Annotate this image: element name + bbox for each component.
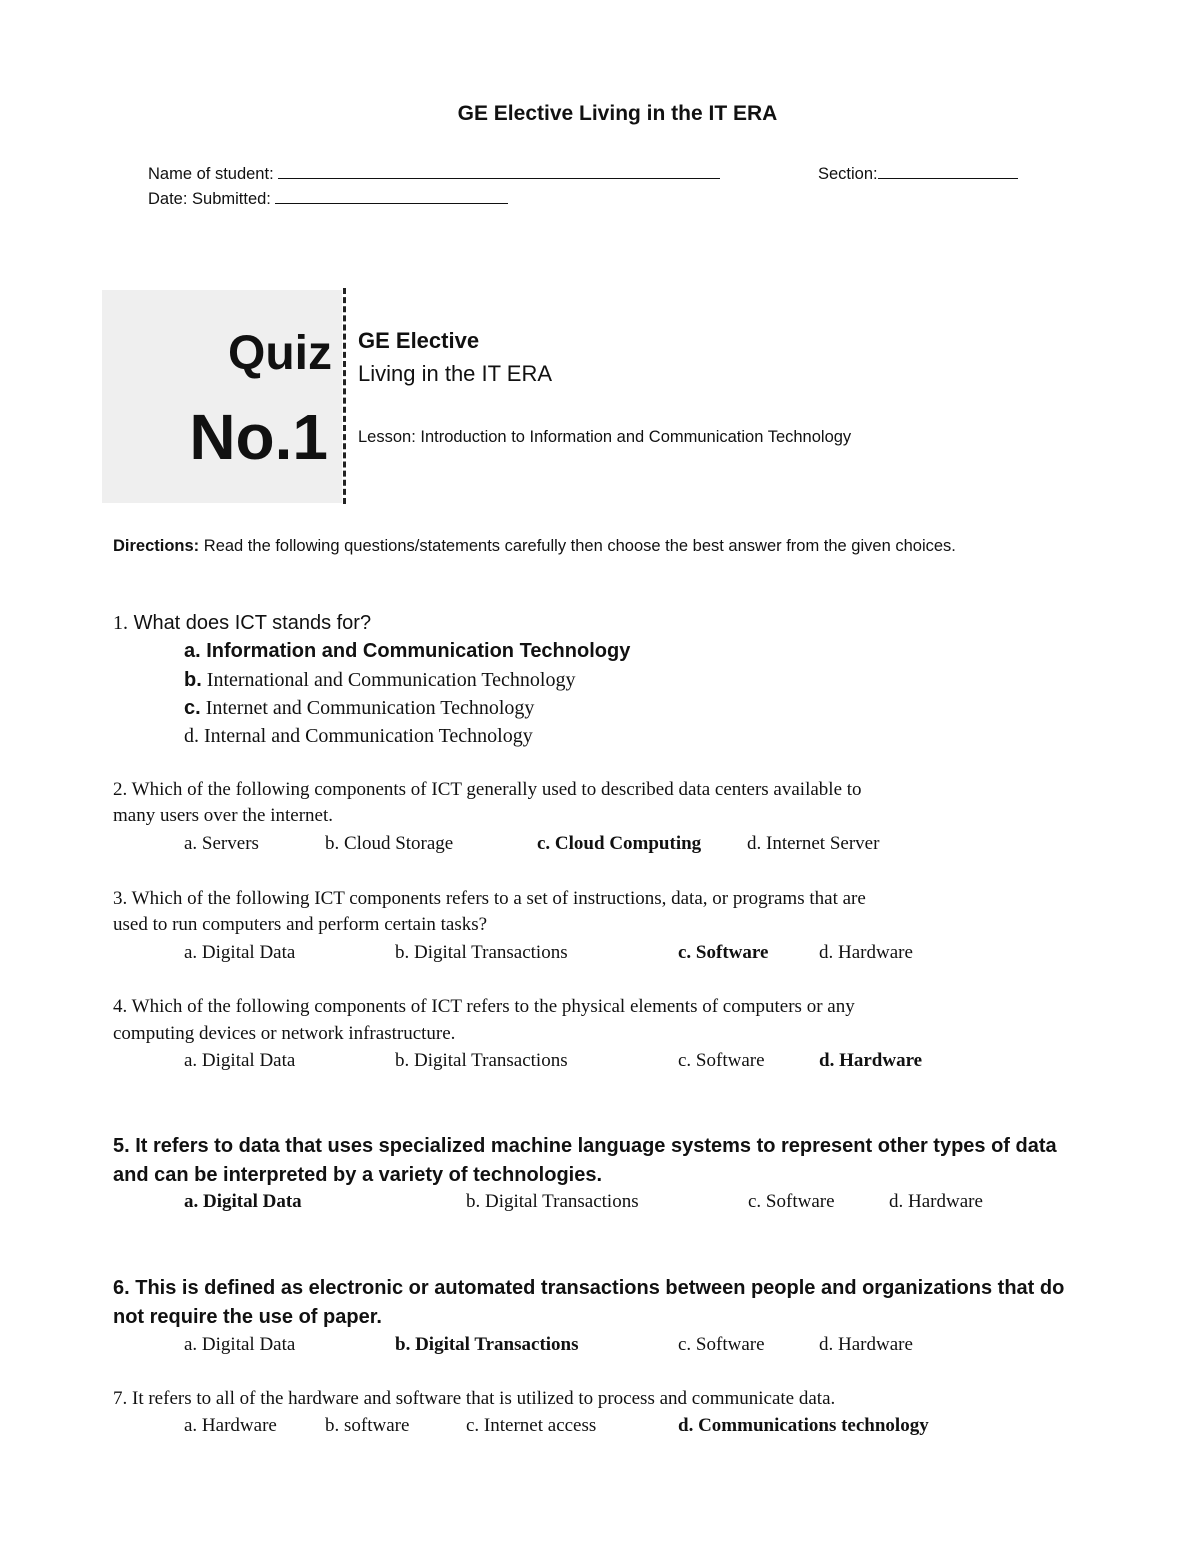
course-title: GE Elective xyxy=(358,328,480,353)
choice-2c[interactable]: c. Cloud Computing xyxy=(537,833,702,854)
question-text: Which of the following components of ICT refers to the physical elements of computers or any xyxy=(131,996,855,1017)
choice-1b[interactable] xyxy=(184,669,575,692)
choice-1a[interactable] xyxy=(184,640,630,663)
course-subtitle: Living in the IT ERA xyxy=(358,361,553,386)
directions-text: Read the following questions/statements carefully then choose the best answer from the given choices. xyxy=(203,537,956,555)
question-number: 1. xyxy=(113,612,128,634)
quiz-word: Quiz xyxy=(228,327,332,380)
choice-letter: c. xyxy=(184,697,201,719)
choice-text: International and Communication Technology xyxy=(206,669,576,691)
choice-letter: a. xyxy=(184,640,201,662)
choice-3a[interactable]: a. Digital Data xyxy=(184,942,296,963)
choice-5c[interactable]: c. Software xyxy=(748,1191,835,1212)
lesson-line xyxy=(358,428,851,447)
choice-6d[interactable]: d. Hardware xyxy=(819,1334,913,1355)
document-title: GE Elective Living in the IT ERA xyxy=(457,102,778,125)
lesson-title: Introduction to Information and Communication Technology xyxy=(420,428,852,446)
choice-text: Internal and Communication Technology xyxy=(204,725,533,747)
section-field xyxy=(818,162,1018,184)
section-blank[interactable] xyxy=(878,162,1018,179)
question-text: It refers to all of the hardware and software that is utilized to process and communicate data. xyxy=(132,1388,836,1409)
question-number: 2. xyxy=(113,779,128,800)
question-3-line-1 xyxy=(113,888,866,910)
question-5-line-1 xyxy=(113,1135,1057,1158)
choice-3d[interactable]: d. Hardware xyxy=(819,942,913,963)
question-2-line-2: many users over the internet. xyxy=(113,805,334,826)
question-6-line-2: not require the use of paper. xyxy=(113,1306,382,1328)
question-number: 3. xyxy=(113,888,128,909)
choice-3b[interactable]: b. Digital Transactions xyxy=(395,942,568,963)
section-label: Section: xyxy=(818,165,878,183)
question-text: This is defined as electronic or automated transactions between people and organizations that do xyxy=(135,1277,1065,1299)
question-4-line-1 xyxy=(113,996,855,1018)
date-submitted-blank[interactable] xyxy=(275,187,508,204)
question-number: 4. xyxy=(113,996,128,1017)
choice-letter: d. xyxy=(184,725,199,747)
question-text: Which of the following ICT components refers to a set of instructions, data, or programs that are xyxy=(131,888,866,909)
question-text: It refers to data that uses specialized machine language systems to represent other types of data xyxy=(135,1135,1057,1157)
choice-3c[interactable]: c. Software xyxy=(678,942,769,963)
choice-1d[interactable] xyxy=(184,725,533,748)
choice-5b[interactable]: b. Digital Transactions xyxy=(466,1191,639,1212)
directions xyxy=(113,533,1073,559)
choice-text: Information and Communication Technology xyxy=(206,640,631,662)
choice-7a[interactable]: a. Hardware xyxy=(184,1415,277,1436)
question-4-line-2: computing devices or network infrastructure. xyxy=(113,1023,456,1044)
question-7-line-1 xyxy=(113,1388,835,1410)
choice-6b[interactable]: b. Digital Transactions xyxy=(395,1334,579,1355)
date-submitted-label: Date: Submitted: xyxy=(148,190,271,208)
banner-divider xyxy=(343,288,346,504)
question-3-line-2: used to run computers and perform certain tasks? xyxy=(113,914,488,935)
choice-4c[interactable]: c. Software xyxy=(678,1050,765,1071)
choice-6c[interactable]: c. Software xyxy=(678,1334,765,1355)
lesson-label: Lesson: xyxy=(358,428,416,446)
student-name-label: Name of student: xyxy=(148,165,274,183)
choice-4d[interactable]: d. Hardware xyxy=(819,1050,923,1071)
question-6-line-1 xyxy=(113,1277,1064,1300)
choice-7b[interactable]: b. software xyxy=(325,1415,410,1436)
choice-2b[interactable]: b. Cloud Storage xyxy=(325,833,454,854)
question-1 xyxy=(113,612,371,635)
choice-4b[interactable]: b. Digital Transactions xyxy=(395,1050,568,1071)
student-name-blank[interactable] xyxy=(278,162,720,179)
question-number: 7. xyxy=(113,1388,128,1409)
question-2-line-1 xyxy=(113,779,862,801)
question-number: 6. xyxy=(113,1277,130,1299)
choice-5d[interactable]: d. Hardware xyxy=(889,1191,983,1212)
choice-6a[interactable]: a. Digital Data xyxy=(184,1334,296,1355)
choice-2a[interactable]: a. Servers xyxy=(184,833,259,854)
choice-1c[interactable] xyxy=(184,697,534,720)
student-name-field xyxy=(148,162,720,184)
quiz-number: No.1 xyxy=(189,401,328,473)
directions-label: Directions: xyxy=(113,537,200,555)
question-5-line-2: and can be interpreted by a variety of technologies. xyxy=(113,1164,603,1186)
question-text: Which of the following components of ICT generally used to described data centers available to xyxy=(131,779,862,800)
choice-4a[interactable]: a. Digital Data xyxy=(184,1050,296,1071)
question-text: What does ICT stands for? xyxy=(133,612,372,634)
choice-text: Internet and Communication Technology xyxy=(205,697,535,719)
choice-7c[interactable]: c. Internet access xyxy=(466,1415,597,1436)
date-submitted-field xyxy=(148,187,508,209)
question-number: 5. xyxy=(113,1135,130,1157)
choice-2d[interactable]: d. Internet Server xyxy=(747,833,880,854)
choice-letter: b. xyxy=(184,669,202,691)
choice-5a[interactable]: a. Digital Data xyxy=(184,1191,302,1212)
choice-7d[interactable]: d. Communications technology xyxy=(678,1415,929,1436)
